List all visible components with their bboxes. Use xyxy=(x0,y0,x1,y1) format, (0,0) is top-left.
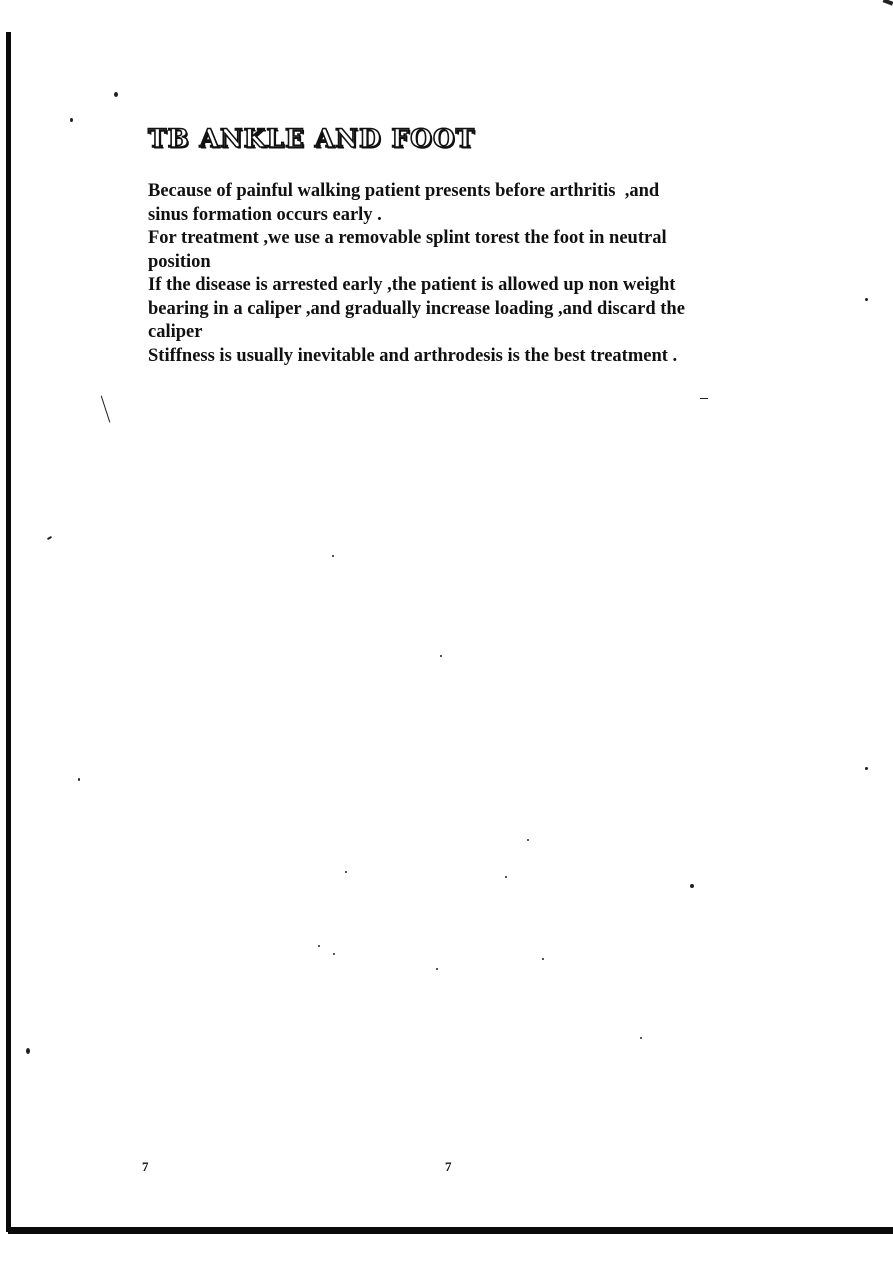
scan-speck xyxy=(78,778,80,781)
scan-speck xyxy=(436,968,438,970)
scan-speck xyxy=(333,953,335,955)
scan-speck xyxy=(47,536,52,540)
scan-speck xyxy=(332,555,334,557)
scan-corner-mark xyxy=(883,0,893,6)
text-line: If the disease is arrested early ,the patient is allowed up non weight xyxy=(148,275,676,295)
scan-speck xyxy=(505,876,507,878)
text-line: Stiffness is usually inevitable and arthrodesis is the best treatment . xyxy=(148,345,678,366)
scan-border-left xyxy=(6,32,11,1232)
scan-speck xyxy=(542,958,544,960)
scan-speck xyxy=(865,298,868,301)
scan-border-bottom xyxy=(8,1227,893,1234)
scan-speck xyxy=(865,767,868,770)
text-line: For treatment ,we use a removable splint torest the foot in neutral xyxy=(148,228,667,248)
scan-speck xyxy=(440,655,442,657)
scan-speck xyxy=(527,839,529,841)
scan-speck xyxy=(700,398,708,399)
scan-speck xyxy=(114,92,118,97)
scan-speck xyxy=(345,871,347,873)
scan-speck xyxy=(70,118,73,122)
page-title: TB ANKLE AND FOOT xyxy=(148,124,476,153)
scan-speck xyxy=(690,884,694,888)
text-line: caliper xyxy=(148,322,203,342)
scan-speck xyxy=(318,945,320,947)
scan-speck xyxy=(101,396,111,423)
scan-speck xyxy=(26,1048,30,1054)
text-line: sinus formation occurs early . xyxy=(148,204,382,225)
body-text xyxy=(148,180,768,368)
page-number-center: 7 xyxy=(445,1159,452,1174)
text-line: Because of painful walking patient presents before arthritis ,and xyxy=(148,181,660,201)
text-line: position xyxy=(148,251,211,272)
text-line: bearing in a caliper ,and gradually increase loading ,and discard the xyxy=(148,298,685,319)
page-number-left: 7 xyxy=(142,1159,149,1174)
scan-speck xyxy=(640,1037,642,1039)
